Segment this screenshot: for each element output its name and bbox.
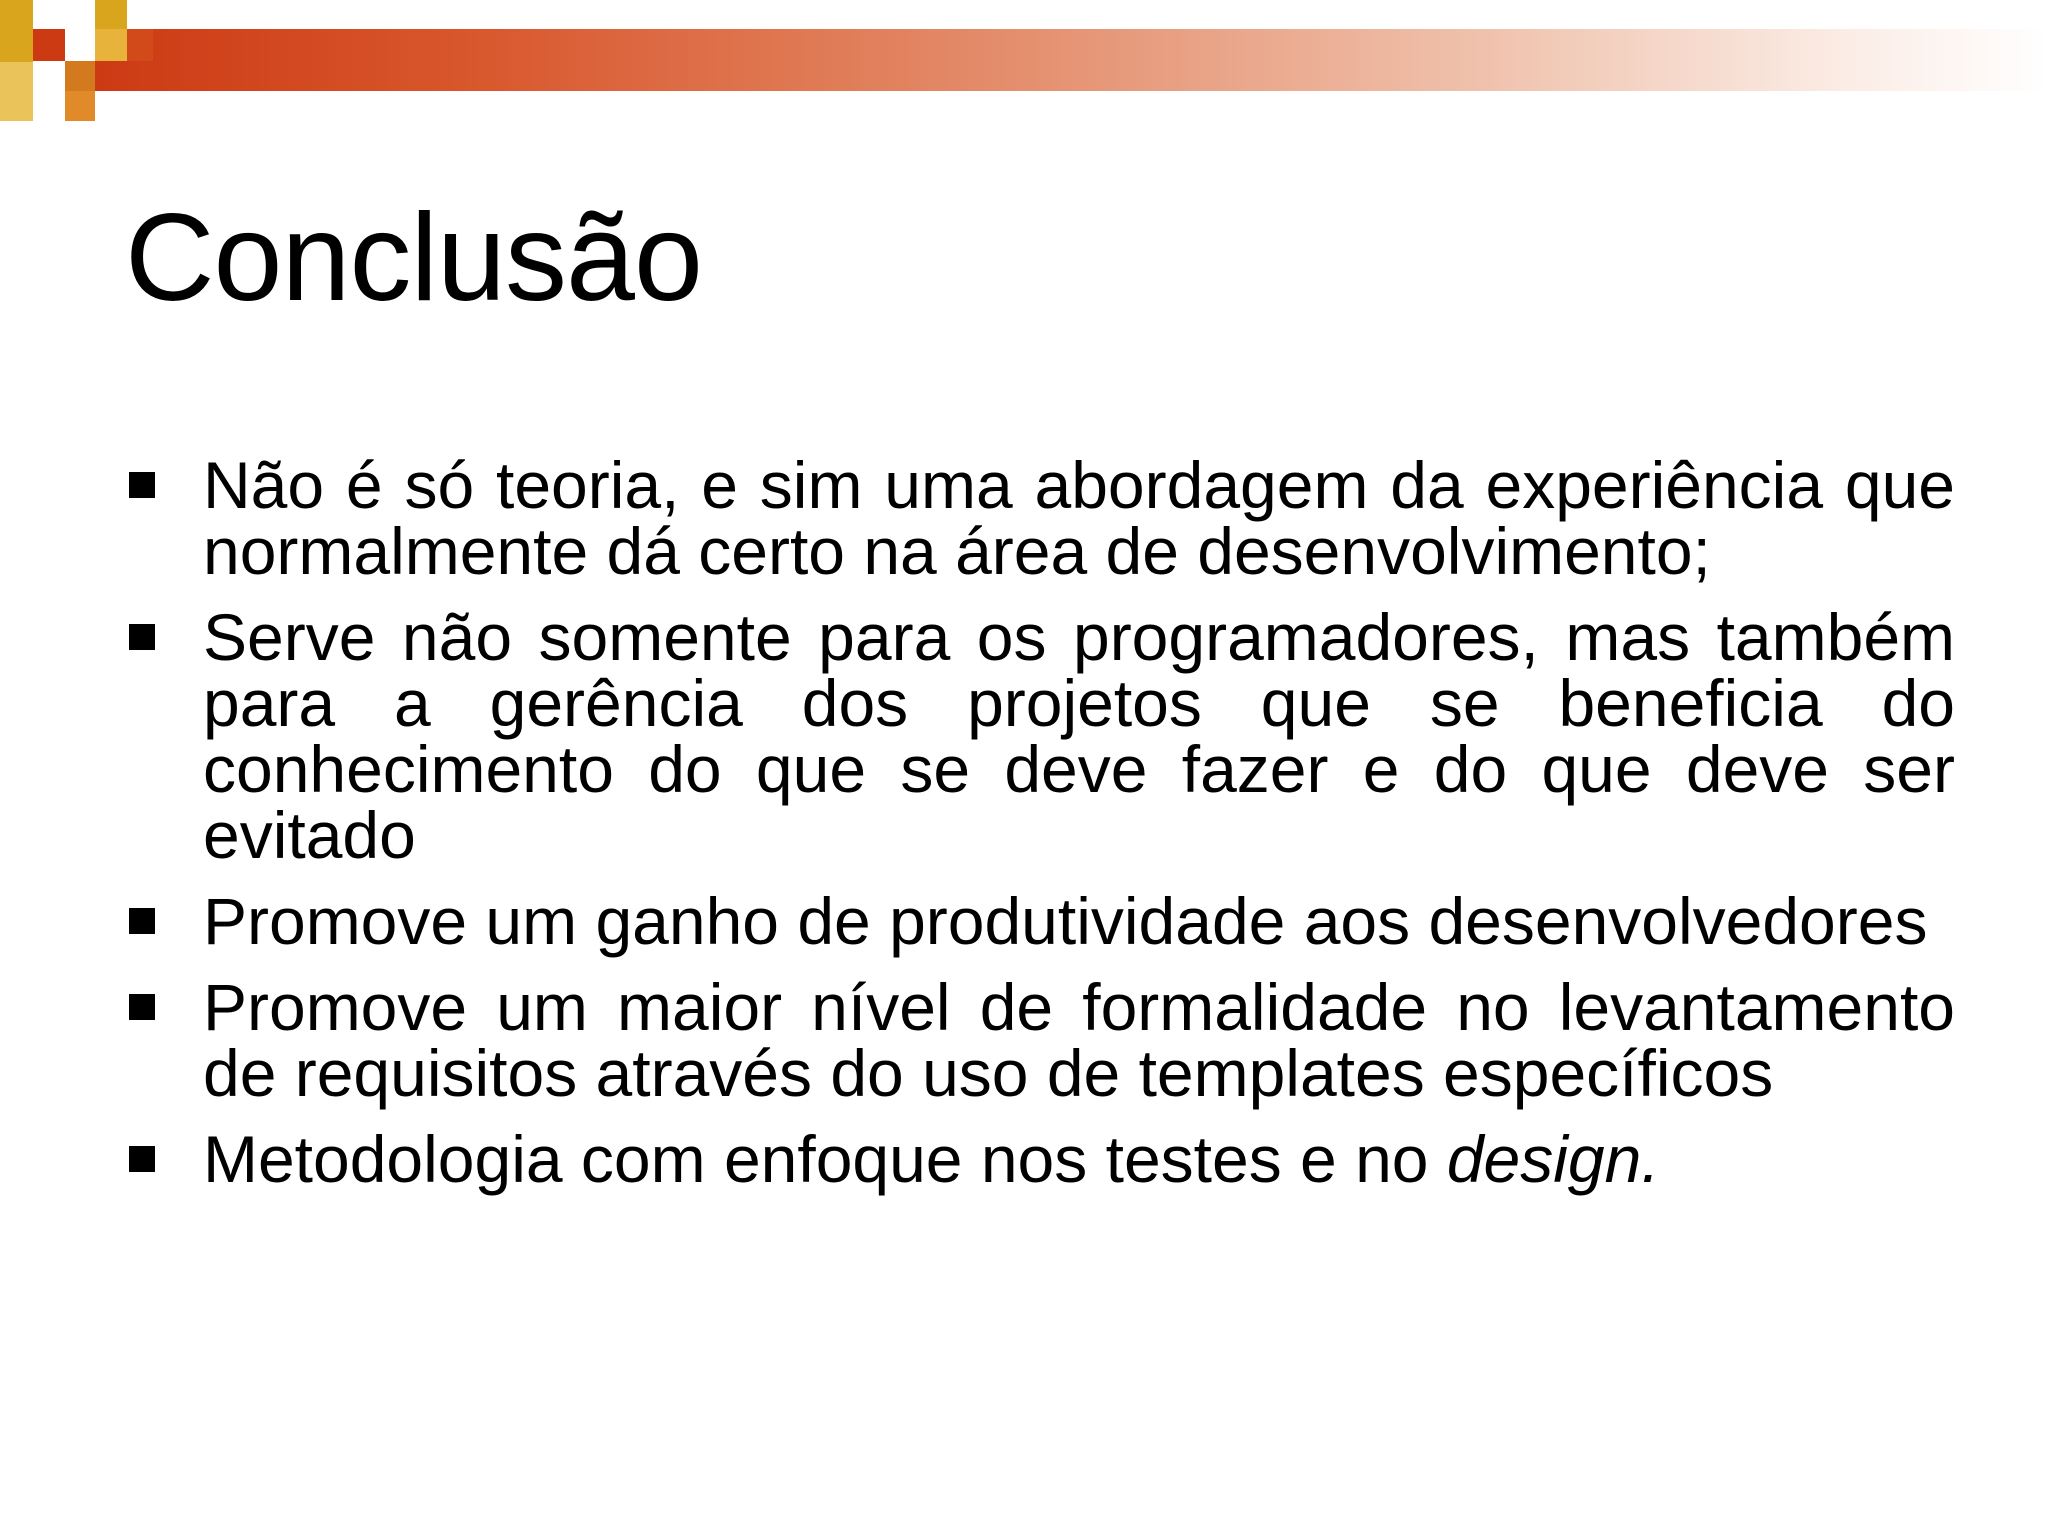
bullet-text-main: Metodologia com enfoque nos testes e no: [203, 1122, 1447, 1196]
decorative-square: [65, 91, 95, 121]
slide-title: Conclusão: [125, 189, 702, 327]
decorative-square: [95, 29, 127, 61]
bullet-text: Não é só teoria, e sim uma abordagem da experiência que normalmente dá certo na área de desenvolvimento;: [203, 448, 1955, 588]
decorative-square: [95, 0, 127, 29]
decorative-square: [0, 62, 33, 121]
square-bullet-icon: [129, 1146, 155, 1172]
square-bullet-icon: [129, 994, 155, 1020]
square-bullet-icon: [129, 472, 155, 498]
bullet-item: [125, 970, 1955, 1110]
decorative-square: [0, 0, 33, 62]
bullet-text: Promove um ganho de produtividade aos desenvolvedores: [203, 884, 1928, 958]
bullet-list: [125, 448, 1955, 1212]
bullet-item: [125, 1122, 1955, 1196]
bullet-text-emphasis: design.: [1446, 1122, 1660, 1196]
bullet-text: Promove um maior nível de formalidade no levantamento de requisitos através do uso de templates específicos: [203, 970, 1955, 1110]
decorative-square: [33, 29, 65, 61]
decorative-square: [65, 61, 95, 91]
square-bullet-icon: [129, 908, 155, 934]
bullet-item: [125, 600, 1955, 872]
decorative-square: [127, 29, 153, 61]
bullet-item: [125, 448, 1955, 588]
header-gradient-bar: [95, 29, 2048, 91]
bullet-text: Serve não somente para os programadores, mas também para a gerência dos projetos que se beneficia do conhecimento do que se deve fazer e do que deve ser evitado: [203, 600, 1955, 872]
bullet-item: [125, 884, 1955, 958]
bullet-text: [203, 1122, 1955, 1196]
square-bullet-icon: [129, 624, 155, 650]
